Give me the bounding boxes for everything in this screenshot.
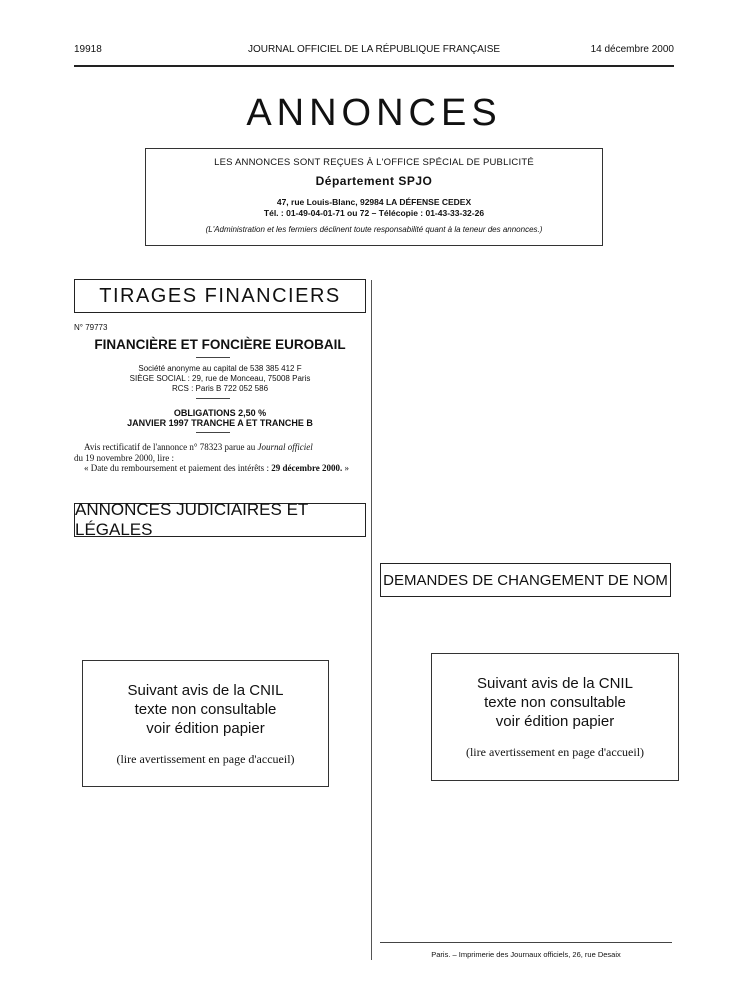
cnil-note: (lire avertissement en page d'accueil): [116, 752, 295, 766]
avis-close: »: [342, 463, 350, 473]
cnil-notice-right: [431, 653, 679, 781]
info-disclaimer: (L'Administration et les fermiers déclinent toute responsabilité quant à la teneur des annonces.): [205, 225, 543, 234]
notice-number: N° 79773: [74, 323, 108, 332]
notice-oblig-1: OBLIGATIONS 2,50 %: [173, 408, 267, 418]
info-line: LES ANNONCES SONT REÇUES À L'OFFICE SPÉCIAL DE PUBLICITÉ: [214, 157, 534, 168]
avis-journal: Journal officiel: [257, 442, 313, 452]
info-address: 47, rue Louis-Blanc, 92984 LA DÉFENSE CEDEX: [276, 197, 472, 207]
cnil-line: voir édition papier: [495, 713, 615, 730]
cnil-note: (lire avertissement en page d'accueil): [465, 745, 645, 759]
cnil-notice-left: [82, 660, 329, 787]
avis-date: 29 décembre 2000.: [271, 463, 343, 473]
page-number: 19918: [74, 44, 102, 55]
issue-date: 14 décembre 2000: [590, 44, 674, 55]
section-annonces-judiciaires: ANNONCES JUDICIAIRES ET LÉGALES: [74, 503, 366, 537]
notice-capital: Société anonyme au capital de 538 385 412 F: [138, 364, 302, 373]
info-box: [145, 148, 603, 246]
cnil-line: Suivant avis de la CNIL: [127, 682, 284, 699]
info-phone: Tél. : 01-49-04-01-71 ou 72 – Télécopie : 01-43-33-32-26: [263, 208, 485, 218]
notice-siege: SIÈGE SOCIAL : 29, rue de Monceau, 75008 Paris: [129, 374, 311, 383]
section-changement-nom: DEMANDES DE CHANGEMENT DE NOM: [380, 563, 671, 597]
separator: [196, 432, 230, 433]
cnil-line: texte non consultable: [484, 694, 626, 711]
section-tirages-financiers: TIRAGES FINANCIERS: [74, 279, 366, 313]
info-department: Département SPJO: [315, 174, 433, 188]
notice-oblig-2: JANVIER 1997 TRANCHE A ET TRANCHE B: [127, 418, 313, 428]
header-rule: [74, 65, 674, 67]
printer-footer: Paris. – Imprimerie des Journaux officiels, 26, rue Desaix: [431, 950, 621, 959]
avis-text: du 19 novembre 2000, lire :: [74, 452, 174, 463]
journal-name: JOURNAL OFFICIEL DE LA RÉPUBLIQUE FRANÇAISE: [247, 44, 501, 55]
notice-body: [74, 442, 366, 474]
column-divider: [371, 280, 372, 960]
avis-text: Avis rectificatif de l'annonce n° 78323 parue au: [84, 442, 258, 452]
cnil-line: voir édition papier: [146, 720, 265, 737]
notice-rcs: RCS : Paris B 722 052 586: [171, 384, 269, 393]
avis-text: « Date du remboursement et paiement des intérêts :: [84, 463, 272, 473]
cnil-line: Suivant avis de la CNIL: [477, 675, 633, 692]
page-title: ANNONCES: [246, 92, 502, 134]
notice-company: FINANCIÈRE ET FONCIÈRE EUROBAIL: [94, 337, 346, 352]
footer-rule: [380, 942, 672, 943]
separator: [196, 398, 230, 399]
separator: [196, 357, 230, 358]
cnil-line: texte non consultable: [134, 701, 277, 718]
